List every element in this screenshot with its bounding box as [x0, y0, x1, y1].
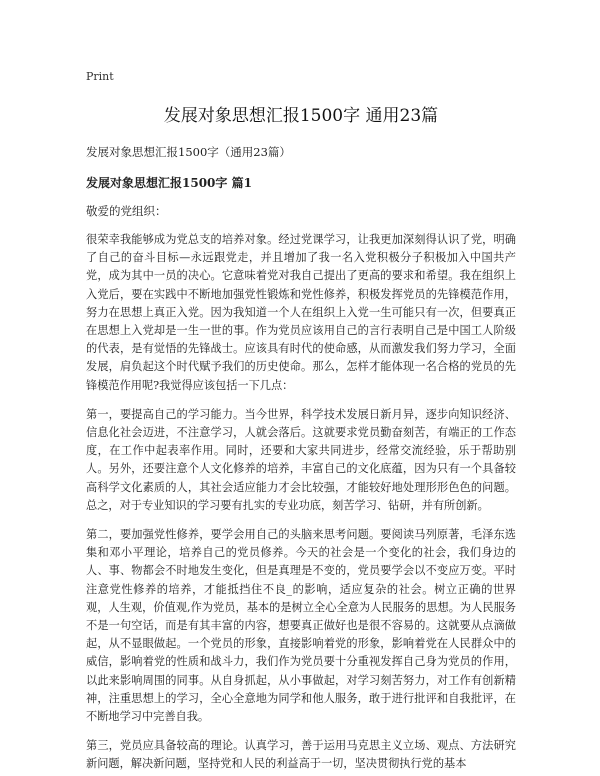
- print-link[interactable]: Print: [86, 70, 114, 83]
- section-heading: 发展对象思想汇报1500字 篇1: [86, 176, 252, 190]
- body-paragraph-3: 第二，要加强党性修养，要学会用自己的头脑来思考问题。要阅读马列原著，毛泽东选集和邓小平理论，培养自己的党员修养。今天的社会是一个变化的社会，我们身边的人、事、物都会不时地发生变化，但是真理是不变的，党员要学会以不变应万变。平时注意党性修养的培养，才能抵挡住不良_的影响，适应复杂的社会。树立正确的世界观，人生观，价值观,作为党员，基本的是树立全心全意为人民服务的思想。为人民服务不是一句空话，而是有其丰富的内容，想要真正做好也是很不容易的。这就要从点滴做起，从不显眼做起。一个党员的形象，直接影响着党的形象，影响着党在人民群众中的威信，影响着党的性质和战斗力，我们作为党员要十分重视发挥自己身为党员的作用，以此来影响周围的同事。从自身抓起，从小事做起，对学习刻苦努力，对工作有创新精神，注重思想上的学习，全心全意地为同学和他人服务，敢于进行批评和自我批评，在不断地学习中完善自我。: [86, 528, 516, 724]
- page-title: 发展对象思想汇报1500字 通用23篇: [163, 106, 439, 126]
- subtitle: 发展对象思想汇报1500字（通用23篇）: [86, 145, 291, 159]
- greeting: 敬爱的党组织：: [86, 204, 167, 218]
- body-paragraph-2: 第一，要提高自己的学习能力。当今世界，科学技术发展日新月异，逐步向知识经济、信息化社会迈进，不注意学习，人就会落后。这就要求党员勤奋刻苦，有端正的工作态度，在工作中起表率作用。同时，还要和大家共同进步，经常交流经验，乐于帮助别人。另外，还要注意个人文化修养的培养，丰富自己的文化底蕴，因为只有一个具备较高科学文化素质的人，其社会适应能力才会比较强，才能较好地处理形形色色的问题。总之，对于专业知识的学习要有扎实的专业功底，刻苦学习、钻研，并有所创新。: [86, 407, 516, 512]
- body-paragraph-1: 很荣幸我能够成为党总支的培养对象。经过党课学习，让我更加深刻得认识了党，明确了自己的奋斗目标—永远跟党走，并且增加了我一名入党积极分子积极加入中国共产党，成为其中一员的决心。它意味着党对我自己提出了更高的要求和希望。我在组织上入党后，要在实践中不断地加强党性锻炼和党性修养，积极发挥党员的先锋模范作用，努力在思想上真正入党。因为我知道一个人在组织上入党一生可能只有一次，但要真正在思想上入党却是一生一世的事。作为党员应该用自己的言行表明自己是中国工人阶级的代表，是有觉悟的先锋战士。应该具有时代的使命感，从而激发我们努力学习，全面发展，肩负起这个时代赋予我们的历史使命。那么，怎样才能体现一名合格的党员的先锋模范作用呢?我觉得应该包括一下几点：: [86, 233, 516, 392]
- body-paragraph-4: 第三，党员应具备较高的理论。认真学习，善于运用马克思主义立场、观点、方法研究新问题，解决新问题，坚持党和人民的利益高于一切，坚决贯彻执行党的基本: [86, 739, 516, 771]
